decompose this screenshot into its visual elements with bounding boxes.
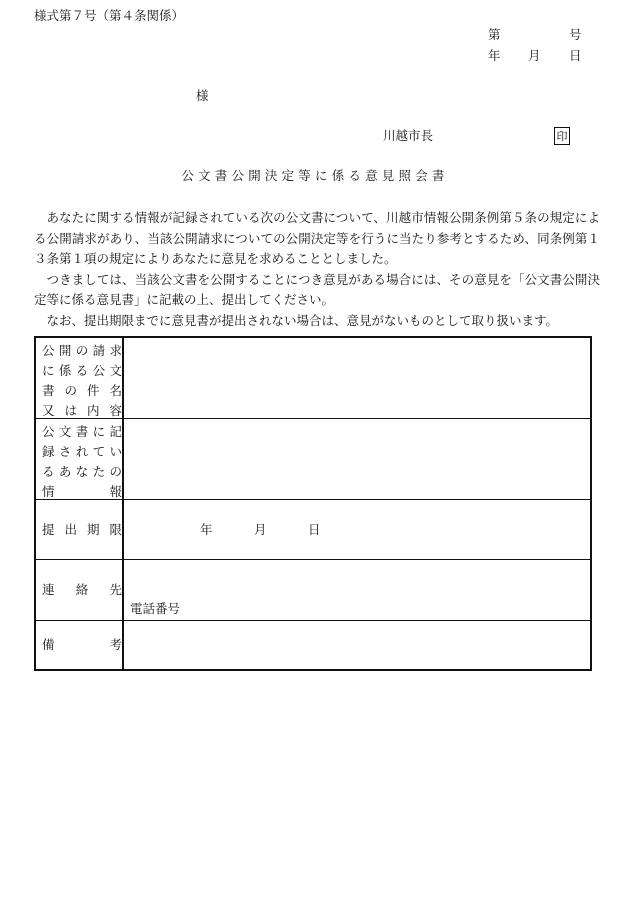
phone-number-label: 電話番号 — [130, 601, 181, 616]
deadline-month: 月 — [254, 522, 267, 537]
body-paragraph: つきましては、当該公文書を公開することにつき意見がある場合には、その意見を「公文書公開決定等に係る意見書」に記載の上、提出してください。 — [34, 271, 600, 307]
addressee-honorific: 様 — [196, 88, 209, 103]
issue-date-month: 月 — [528, 48, 541, 63]
table-row-contact — [36, 560, 590, 621]
sender-name: 川越市長 — [383, 128, 434, 143]
deadline-field[interactable] — [126, 500, 590, 559]
deadline-label: 提出期限 — [42, 522, 122, 537]
doc-number-prefix: 第 — [488, 27, 501, 42]
deadline-year: 年 — [200, 522, 213, 537]
table-label-cell — [36, 500, 124, 559]
body-text — [34, 208, 600, 331]
table-row-recorded-info — [36, 419, 590, 500]
issue-date-day: 日 — [569, 48, 582, 63]
info-table — [34, 336, 592, 671]
request-subject-field[interactable] — [126, 338, 590, 418]
label-line: 公開の請求 — [42, 343, 122, 358]
form-number: 様式第７号（第４条関係） — [34, 8, 185, 23]
remarks-label: 備考 — [42, 637, 122, 652]
doc-number-suffix: 号 — [569, 27, 582, 42]
recorded-info-field[interactable] — [126, 419, 590, 499]
document-number-date-block — [488, 29, 583, 71]
label-line: 録されてい — [42, 444, 122, 459]
table-row-request-subject — [36, 338, 590, 419]
table-label-cell — [36, 621, 124, 669]
deadline-day: 日 — [308, 522, 321, 537]
label-line: 又は内容 — [42, 403, 122, 418]
label-line: 情 報 — [42, 484, 122, 499]
label-line: 公文書に記 — [42, 424, 122, 439]
body-paragraph: なお、提出期限までに意見書が提出されない場合は、意見がないものとして取り扱います。 — [46, 312, 559, 328]
table-row-remarks — [36, 621, 590, 669]
document-title: 公文書公開決定等に係る意見照会書 — [181, 168, 449, 183]
table-row-deadline — [36, 500, 590, 560]
table-label-cell — [36, 560, 124, 620]
body-paragraph: あなたに関する情報が記録されている次の公文書について、川越市情報公開条例第５条の規定による公開請求があり、当該公開請求についての公開決定等を行うに当たり参考とするため、同条例第１３条第１項の規定によりあなたに意見を求めることとしました。 — [34, 210, 600, 266]
seal-stamp: 印 — [554, 127, 570, 145]
label-line: に係る公文 — [42, 363, 122, 378]
label-line: るあなたの — [42, 464, 122, 479]
table-label-cell — [36, 419, 124, 499]
label-line: 書の件名 — [42, 383, 122, 398]
table-label-cell — [36, 338, 124, 418]
issue-date-year: 年 — [488, 48, 501, 63]
remarks-field[interactable] — [126, 621, 590, 669]
contact-label: 連絡先 — [42, 582, 122, 597]
contact-field[interactable] — [126, 560, 590, 620]
